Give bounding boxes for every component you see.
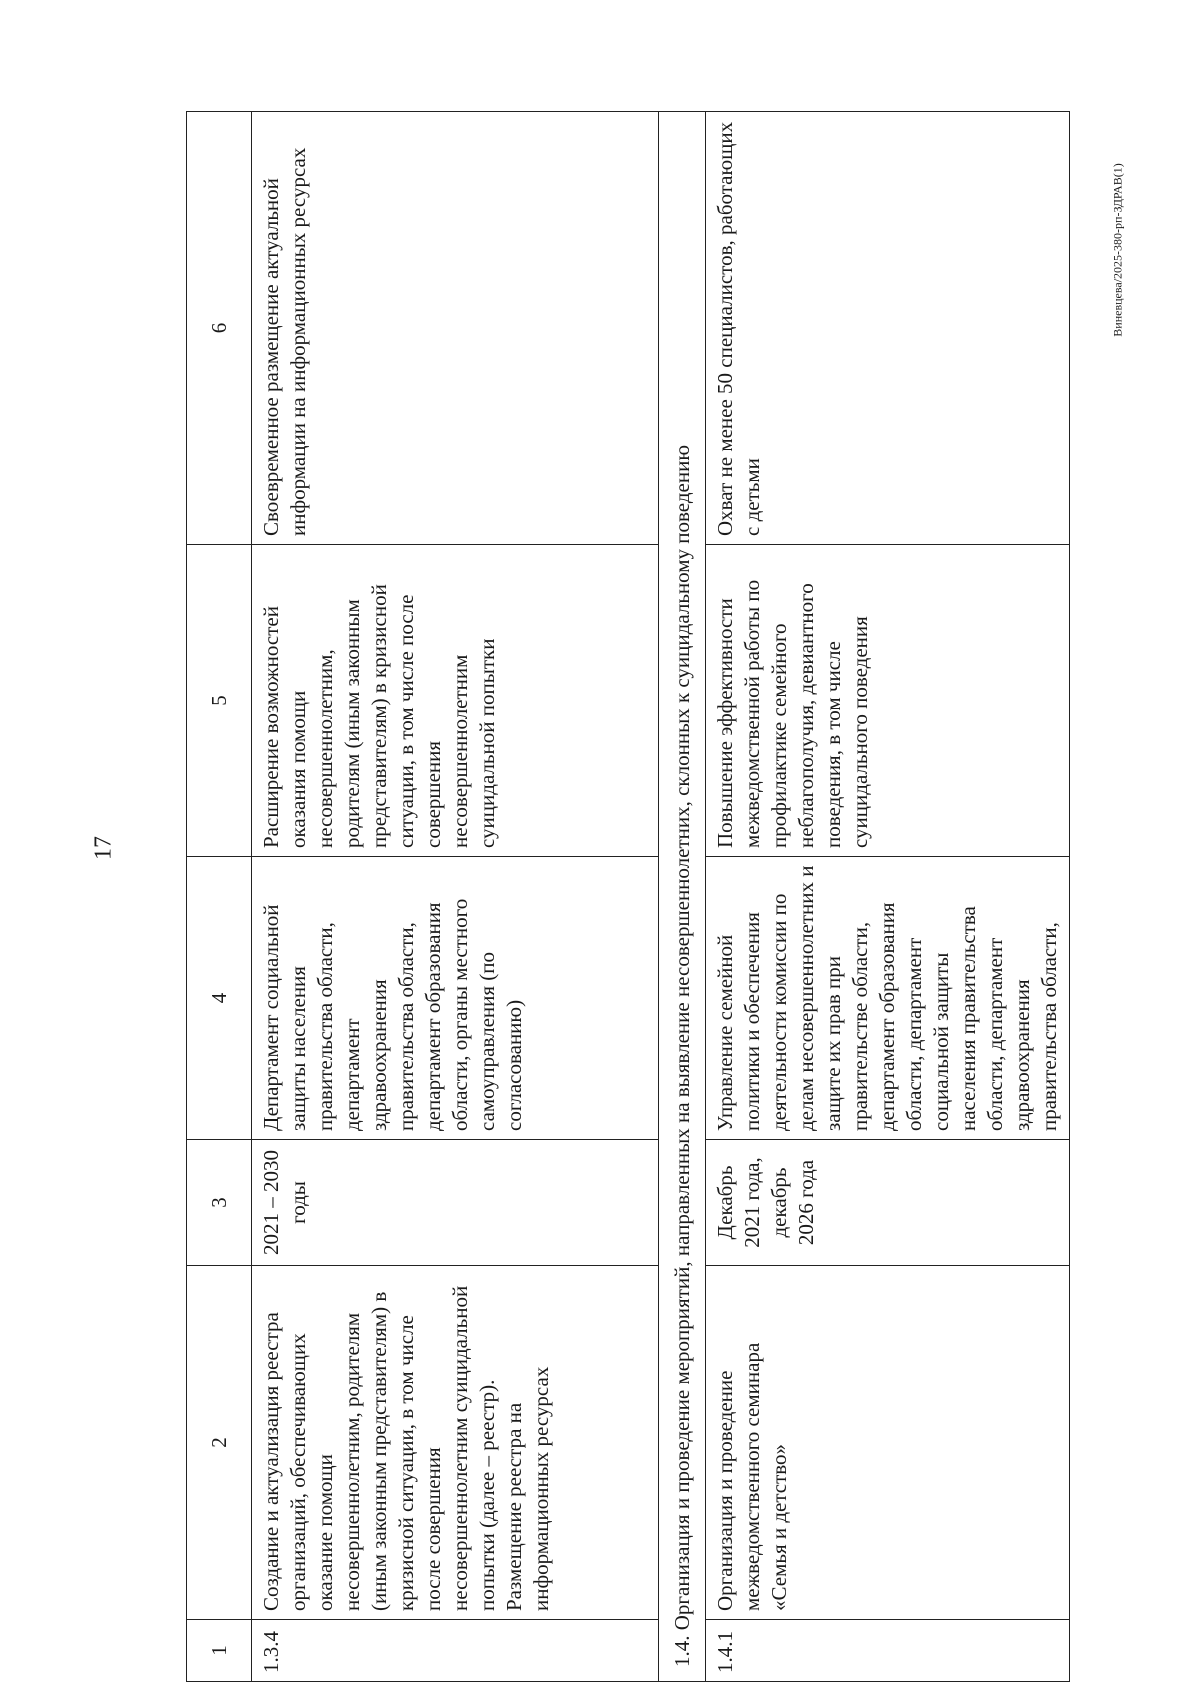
header-col-6: 6 <box>187 112 252 545</box>
executors-cell: Управление семейной политики и обеспечения деятельности комиссии по делам несовершеннолетних и защите их прав при правительстве области, департамент образования области, департамент социальной защиты населения правительства области, департамент здравоохранения правительства области, <box>706 857 1070 1140</box>
page-number: 17 <box>90 836 117 860</box>
table-header-row <box>187 112 252 1682</box>
table-sheet <box>186 112 1086 1682</box>
activity-cell: Создание и актуализация реестра организаций, обеспечивающих оказание помощи несовершеннолетним, родителям (иным законным представителям) в кризисной ситуации, в том числе после совершения несовершеннолетним суицидальной попытки (далее – реестр). Размещение реестра на информационных ресурсах <box>252 1266 659 1620</box>
measures-table <box>186 111 1070 1682</box>
table-row <box>706 112 1070 1682</box>
term-cell: 2021 – 2030 годы <box>252 1140 659 1266</box>
row-number: 1.4.1 <box>706 1620 1070 1682</box>
section-heading: 1.4. Организация и проведение мероприятий, направленных на выявление несовершеннолетних, склонных к суицидальному поведению <box>659 112 706 1682</box>
term-cell: Декабрь 2021 года, декабрь 2026 года <box>706 1140 1070 1266</box>
header-col-1: 1 <box>187 1620 252 1682</box>
section-heading-row <box>659 112 706 1682</box>
row-number: 1.3.4 <box>252 1620 659 1682</box>
header-col-3: 3 <box>187 1140 252 1266</box>
result-cell: Повышение эффективности межведомственной работы по профилактике семейного неблагополучия, девиантного поведения, в том числе суицидального поведения <box>706 545 1070 857</box>
header-col-5: 5 <box>187 545 252 857</box>
indicator-cell: Своевременное размещение актуальной информации на информационных ресурсах <box>252 112 659 545</box>
table-rotated-wrapper <box>186 112 1086 1682</box>
table-row <box>252 112 659 1682</box>
result-cell: Расширение возможностей оказания помощи несовершеннолетним, родителям (иным законным представителям) в кризисной ситуации, в том числе после совершения несовершеннолетним суицидальной попытки <box>252 545 659 857</box>
activity-cell: Организация и проведение межведомственного семинара «Семья и детство» <box>706 1266 1070 1620</box>
document-code: Виневцева/2025-380-рп-ЗДРАВ(1) <box>1110 163 1125 337</box>
indicator-cell: Охват не менее 50 специалистов, работающих с детьми <box>706 112 1070 545</box>
header-col-2: 2 <box>187 1266 252 1620</box>
header-col-4: 4 <box>187 857 252 1140</box>
executors-cell: Департамент социальной защиты населения правительства области, департамент здравоохранения правительства области, департамент образования области, органы местного самоуправления (по согласованию) <box>252 857 659 1140</box>
